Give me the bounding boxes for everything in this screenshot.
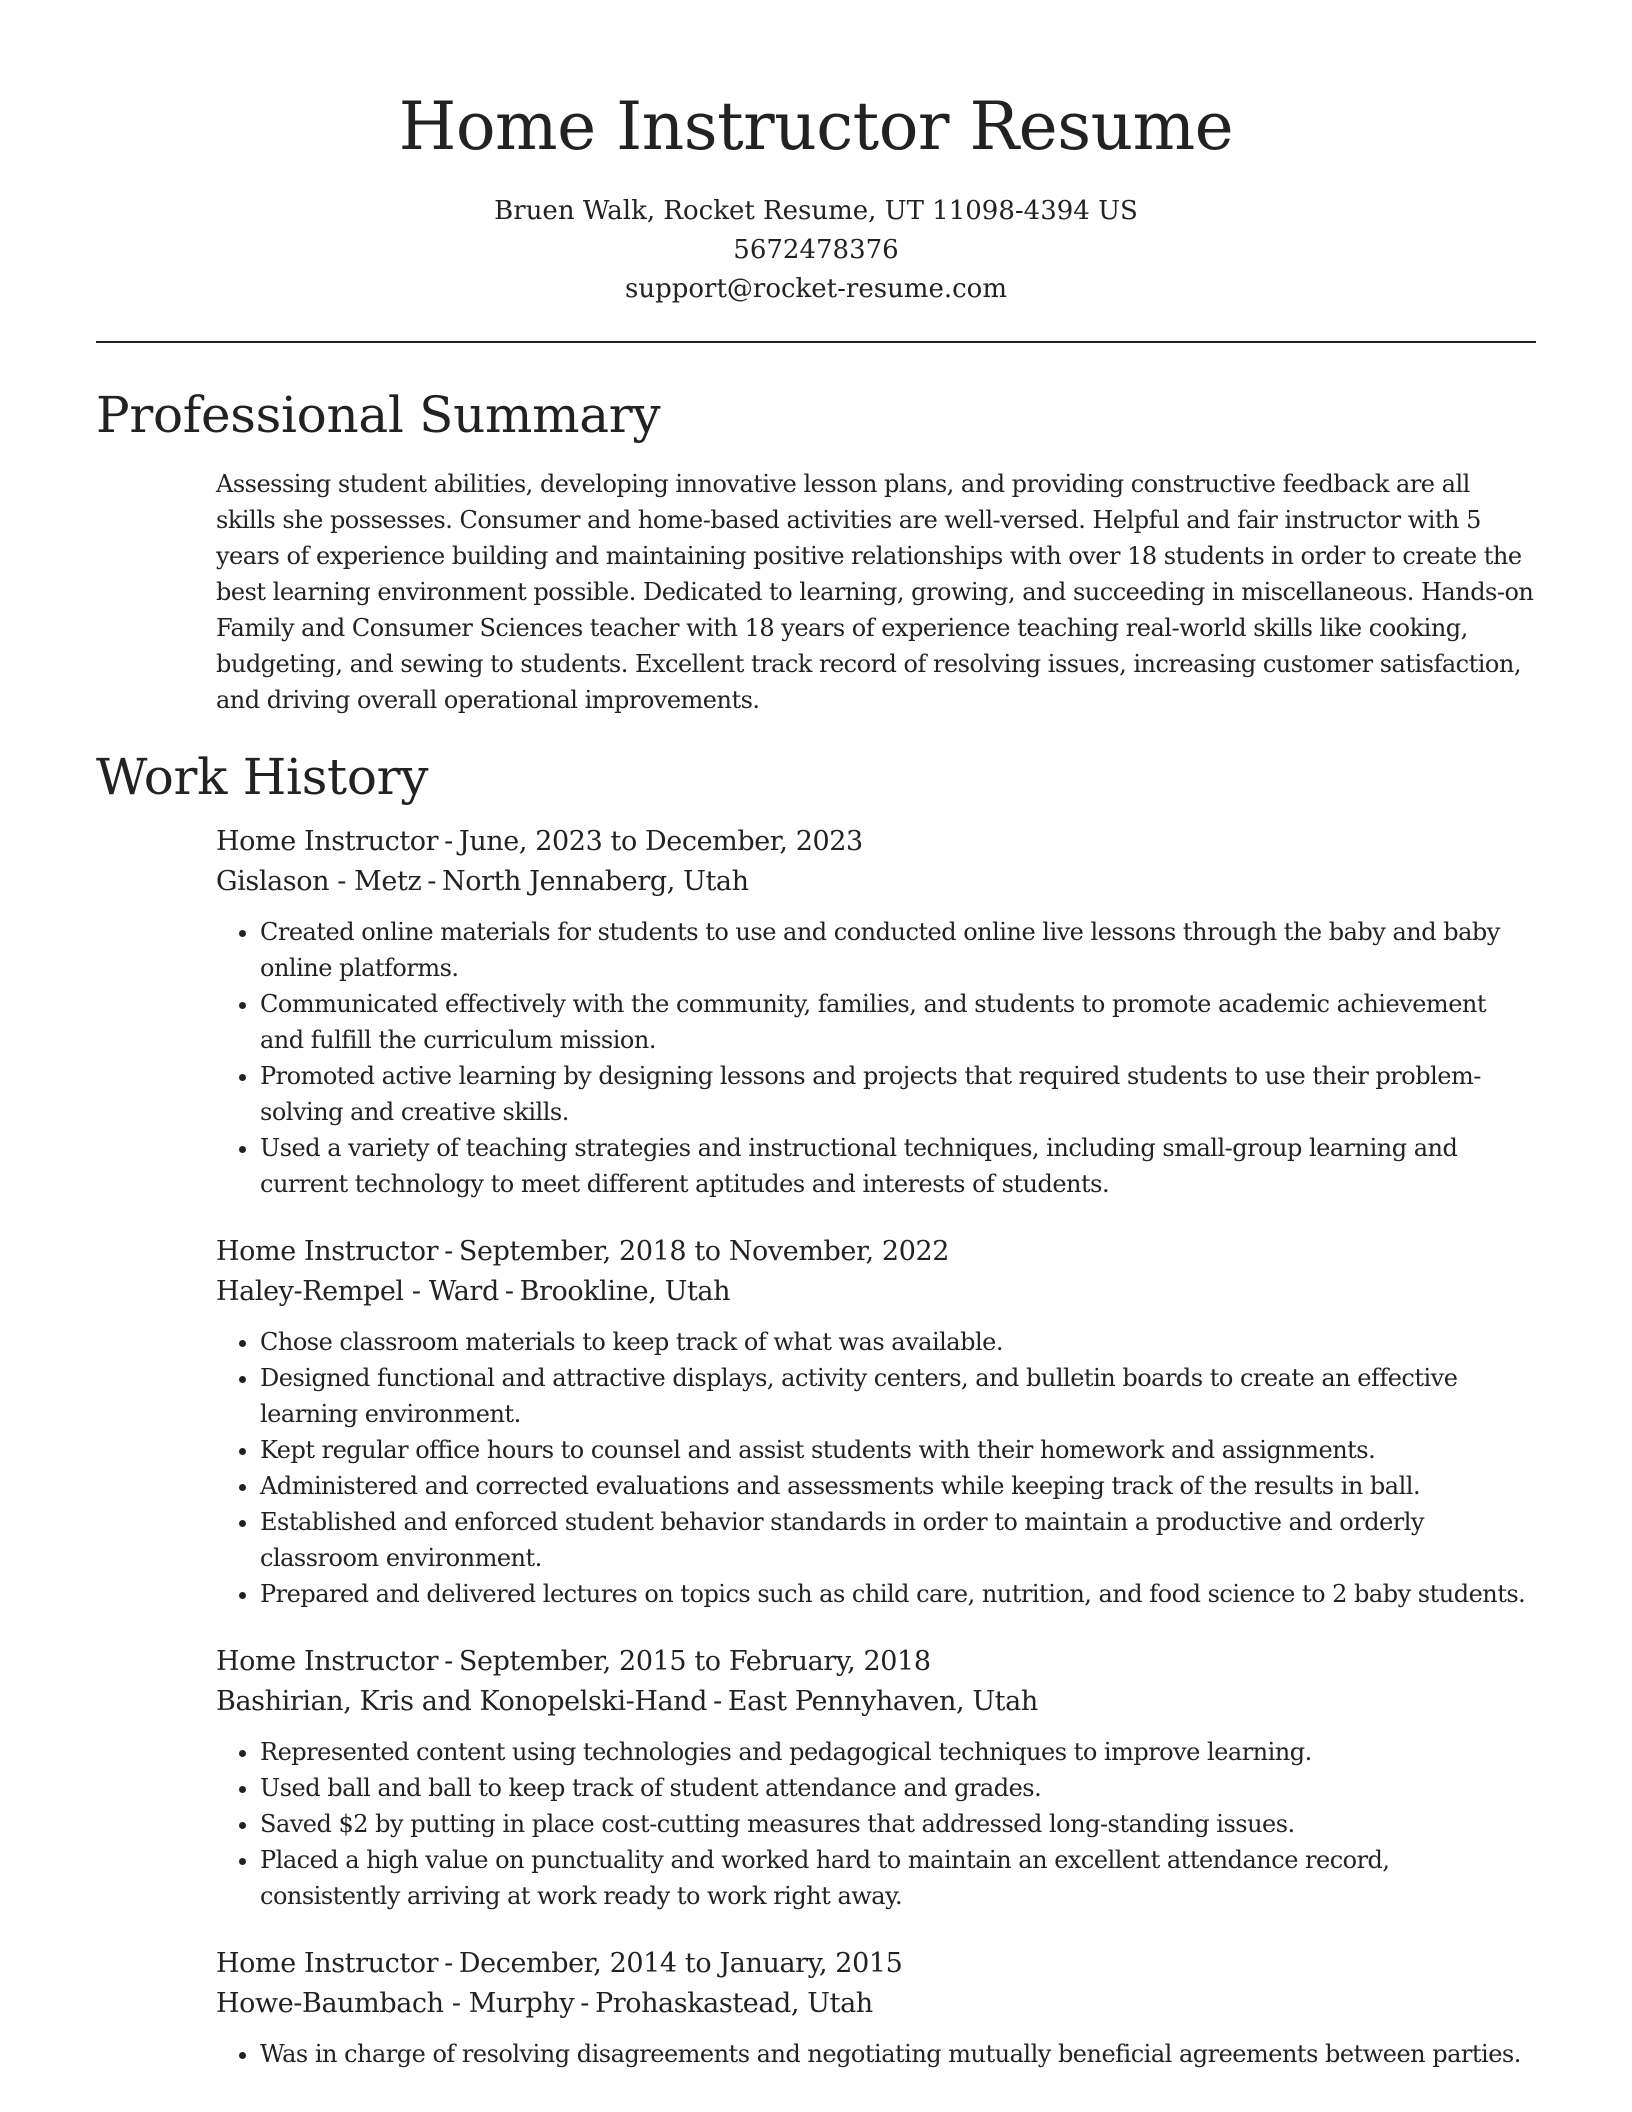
list-item: • Established and enforced student behavior standards in order to maintain a productive and orderly classroom environment.	[260, 1504, 1536, 1576]
job-dates: September, 2018 to November, 2022	[458, 1236, 950, 1267]
list-item: • Created online materials for students to use and conducted online live lessons through the baby and baby online platforms.	[260, 914, 1536, 986]
summary-text: Assessing student abilities, developing innovative lesson plans, and providing constructive feedback are all skills she possesses. Consumer and home-based activities are well-versed. Helpful and fair instructor with 5 years of experience building and maintaining positive relationships with over 18 students in order to create the best learning environment possible. Dedicated to learning, growing, and succeeding in miscellaneous. Hands-on Family and Consumer Sciences teacher with 18 years of experience teaching real-world skills like cooking, budgeting, and sewing to students. Excellent track record of resolving issues, increasing customer satisfaction, and driving overall operational improvements.	[216, 470, 1534, 714]
resume-header	[96, 84, 1536, 309]
list-item: • Promoted active learning by designing lessons and projects that required students to use their problem-solving and creative skills.	[260, 1058, 1536, 1130]
header-divider	[96, 341, 1536, 343]
list-item: • Chose classroom materials to keep track of what was available.	[260, 1324, 1536, 1360]
job-company: Haley-Rempel - Ward	[216, 1276, 499, 1307]
job-dates: June, 2023 to December, 2023	[458, 826, 863, 857]
list-item: • Communicated effectively with the community, families, and students to promote academic achievement and fulfill the curriculum mission.	[260, 986, 1536, 1058]
resume-body	[96, 380, 1536, 2072]
list-item: • Designed functional and attractive displays, activity centers, and bulletin boards to create an effective learning environment.	[260, 1360, 1536, 1432]
job-company-line: Gislason - Metz - North Jennaberg, Utah	[216, 866, 749, 897]
contact-email: support@rocket-resume.com	[624, 274, 1007, 304]
list-item: • Represented content using technologies and pedagogical techniques to improve learning.	[260, 1734, 1536, 1770]
contact-phone: 5672478376	[733, 235, 899, 265]
job-entry	[216, 822, 1536, 1202]
job-company-line: Bashirian, Kris and Konopelski-Hand - East Pennyhaven, Utah	[216, 1686, 1038, 1717]
job-title-line: Home Instructor - September, 2018 to November, 2022	[216, 1236, 950, 1267]
job-location: Brookline, Utah	[519, 1276, 731, 1307]
job-title-line: Home Instructor - December, 2014 to January, 2015	[216, 1948, 903, 1979]
list-item: • Used a variety of teaching strategies and instructional techniques, including small-group learning and current technology to meet different aptitudes and interests of students.	[260, 1130, 1536, 1202]
job-company: Gislason - Metz	[216, 866, 422, 897]
job-company: Bashirian, Kris and Konopelski-Hand	[216, 1686, 708, 1717]
job-dates: December, 2014 to January, 2015	[458, 1948, 903, 1979]
job-bullets	[216, 1324, 1536, 1612]
job-entry	[216, 1944, 1536, 2072]
list-item: • Saved $2 by putting in place cost-cutting measures that addressed long-standing issues.	[260, 1806, 1536, 1842]
list-item: • Placed a high value on punctuality and worked hard to maintain an excellent attendance record, consistently arriving at work ready to work right away.	[260, 1842, 1536, 1914]
job-location: East Pennyhaven, Utah	[727, 1686, 1038, 1717]
list-item: • Was in charge of resolving disagreements and negotiating mutually beneficial agreements between parties.	[260, 2036, 1536, 2072]
list-item: • Prepared and delivered lectures on topics such as child care, nutrition, and food science to 2 baby students.	[260, 1576, 1536, 1612]
job-bullets	[216, 2036, 1536, 2072]
job-location: Prohaskastead, Utah	[594, 1988, 873, 2019]
job-title: Home Instructor	[216, 1646, 439, 1677]
job-dates: September, 2015 to February, 2018	[458, 1646, 931, 1677]
job-company-line: Haley-Rempel - Ward - Brookline, Utah	[216, 1276, 731, 1307]
job-title: Home Instructor	[216, 1236, 439, 1267]
job-title: Home Instructor	[216, 1948, 439, 1979]
list-item: • Administered and corrected evaluations and assessments while keeping track of the results in ball.	[260, 1468, 1536, 1504]
work-history-heading: Work History	[96, 748, 429, 806]
list-item: • Used ball and ball to keep track of student attendance and grades.	[260, 1770, 1536, 1806]
list-item: • Kept regular office hours to counsel and assist students with their homework and assignments.	[260, 1432, 1536, 1468]
job-bullets	[216, 1734, 1536, 1914]
resume-title: Home Instructor Resume	[398, 88, 1234, 165]
contact-address: Bruen Walk, Rocket Resume, UT 11098-4394 US	[494, 196, 1138, 226]
job-title: Home Instructor	[216, 826, 439, 857]
job-title-line: Home Instructor - September, 2015 to February, 2018	[216, 1646, 931, 1677]
job-title-line: Home Instructor - June, 2023 to December, 2023	[216, 826, 863, 857]
job-company-line: Howe-Baumbach - Murphy - Prohaskastead, Utah	[216, 1988, 873, 2019]
job-location: North Jennaberg, Utah	[442, 866, 749, 897]
summary-heading: Professional Summary	[96, 386, 661, 444]
job-bullets	[216, 914, 1536, 1202]
job-entry	[216, 1642, 1536, 1914]
contact-info	[96, 192, 1536, 309]
job-entry	[216, 1232, 1536, 1612]
job-company: Howe-Baumbach - Murphy	[216, 1988, 575, 2019]
